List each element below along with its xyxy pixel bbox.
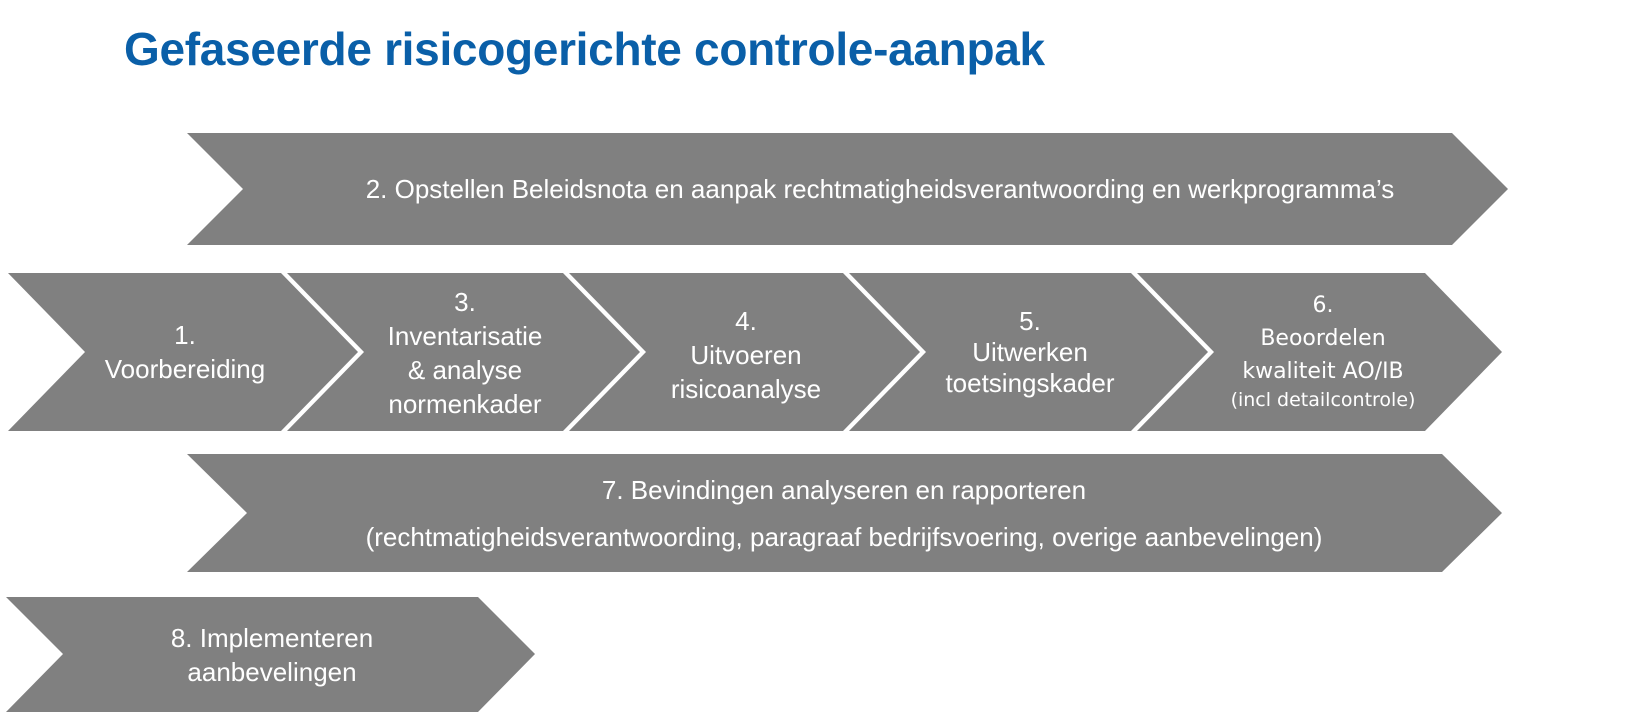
step-7-label-1: 7. Bevindingen analyseren en rapporteren bbox=[601, 475, 1087, 505]
step-4-label-2: risicoanalyse bbox=[670, 374, 822, 404]
step-8-label-1: 8. Implementeren bbox=[170, 623, 374, 653]
step-2-label: 2. Opstellen Beleidsnota en aanpak rechtmatigheidsverantwoording en werkprogramma’s bbox=[365, 174, 1395, 204]
step-8-chevron bbox=[6, 597, 535, 712]
step-3-label-3: normenkader bbox=[388, 389, 542, 419]
step-3-label-2: & analyse bbox=[407, 355, 523, 385]
step-7-chevron bbox=[187, 454, 1502, 572]
step-1-number: 1. bbox=[174, 320, 196, 350]
step-5-label-2: toetsingskader bbox=[945, 368, 1115, 398]
step-8-label-2: aanbevelingen bbox=[187, 657, 357, 687]
step-6-number: 6. bbox=[1312, 293, 1334, 318]
step-5-label-1: Uitwerken bbox=[972, 337, 1088, 367]
step-4-label-1: Uitvoeren bbox=[690, 340, 802, 370]
step-6-label-3: (incl detailcontrole) bbox=[1230, 389, 1416, 411]
step-6-label-2: kwaliteit AO/IB bbox=[1242, 359, 1404, 384]
step-6-label-1: Beoordelen bbox=[1260, 326, 1386, 351]
step-3-number: 3. bbox=[454, 287, 476, 317]
step-1-label: Voorbereiding bbox=[104, 354, 266, 384]
page-title: Gefaseerde risicogerichte controle-aanpak bbox=[124, 23, 1045, 75]
step-7-label-2: (rechtmatigheidsverantwoording, paragraaf bedrijfsvoering, overige aanbevelingen) bbox=[365, 522, 1323, 552]
step-5-number: 5. bbox=[1019, 306, 1041, 336]
step-2-chevron bbox=[187, 133, 1508, 245]
step-1-chevron bbox=[8, 273, 358, 431]
step-4-number: 4. bbox=[735, 306, 757, 336]
step-3-label-1: Inventarisatie bbox=[387, 321, 543, 351]
